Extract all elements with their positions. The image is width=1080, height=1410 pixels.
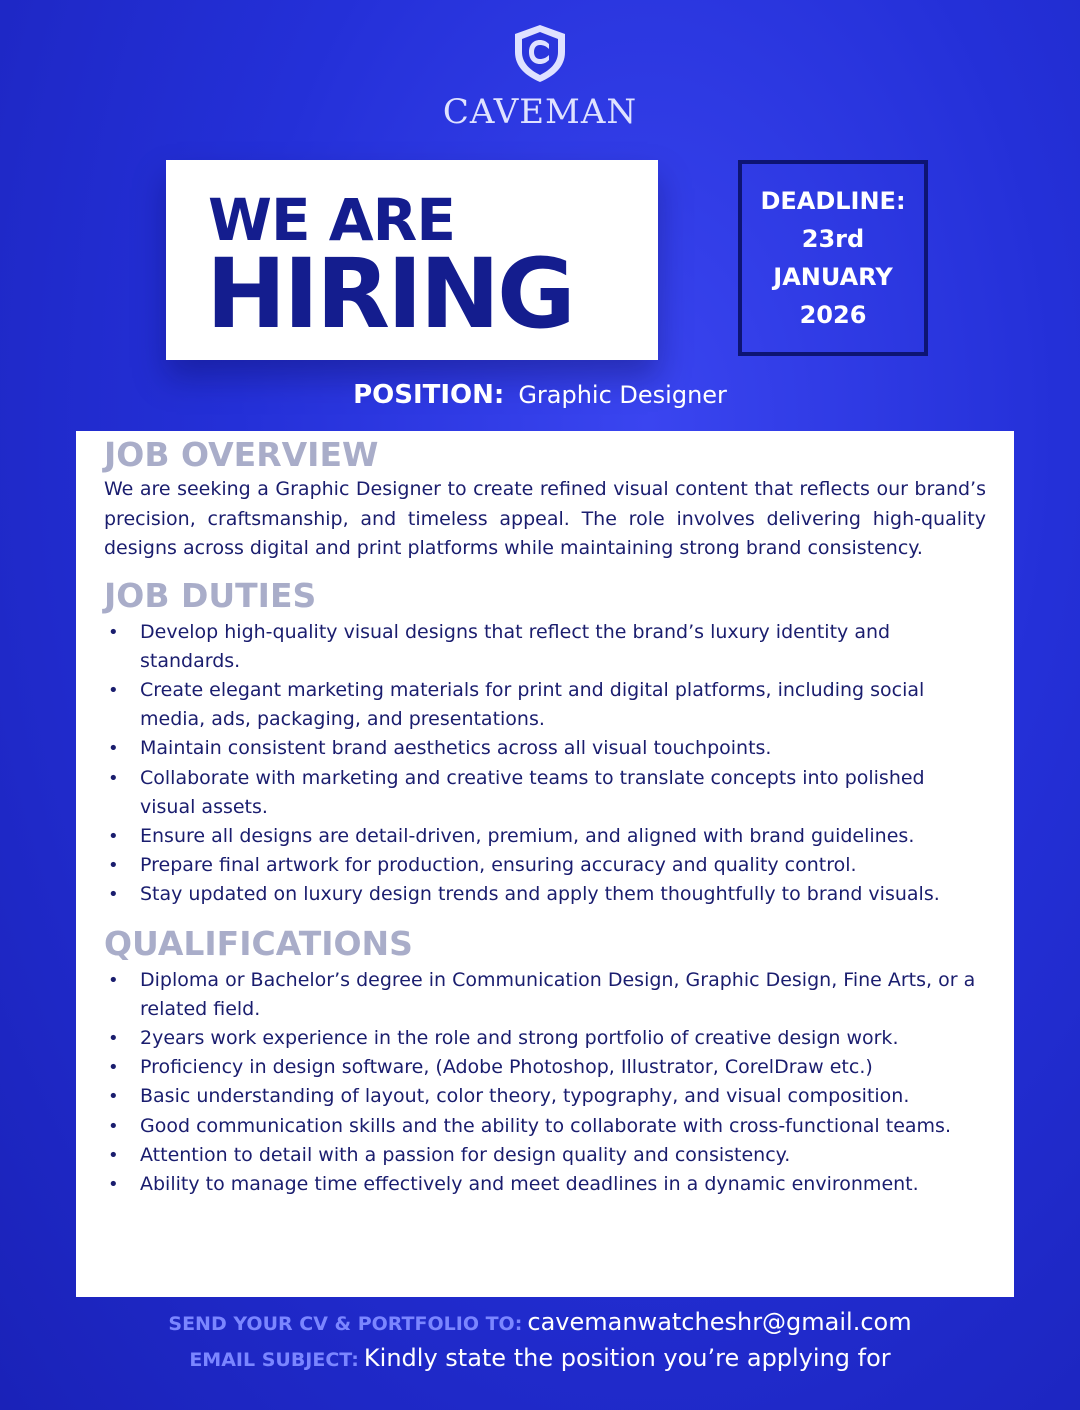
position-value: Graphic Designer (518, 381, 727, 409)
qualification-text: Good communication skills and the ability to collaborate with cross-functional teams. (140, 1114, 951, 1137)
hiring-line-1: WE ARE (208, 186, 455, 254)
bullet-icon: • (108, 969, 119, 991)
hiring-line-2: HIRING (206, 238, 573, 350)
duties-title: JOB DUTIES (104, 575, 317, 615)
list-item (104, 734, 986, 763)
qualification-text: 2years work experience in the role and strong portfolio of creative design work. (140, 1026, 899, 1049)
bullet-icon: • (108, 1057, 119, 1079)
list-item (104, 966, 986, 1024)
email-address[interactable]: cavemanwatcheshr@gmail.com (527, 1308, 912, 1336)
qualification-text: Attention to detail with a passion for design quality and consistency. (140, 1143, 791, 1166)
duty-text: Stay updated on luxury design trends and apply them thoughtfully to brand visuals. (140, 883, 940, 906)
subject-label: EMAIL SUBJECT: (189, 1349, 359, 1371)
list-item (104, 880, 986, 909)
list-item (104, 1112, 986, 1141)
email-subject-line (0, 1344, 1080, 1372)
deadline-month: JANUARY (773, 263, 893, 291)
job-details-panel (76, 431, 1014, 1297)
overview-title: JOB OVERVIEW (104, 435, 379, 474)
overview-text: We are seeking a Graphic Designer to create refined visual content that reflects our brand’s precision, craftsmanship, and timeless appeal. The role involves delivering high-quality designs across digital and print platforms while maintaining strong brand consistency. (104, 478, 986, 559)
bullet-icon: • (108, 855, 119, 877)
duty-text: Create elegant marketing materials for print and digital platforms, including social media, ads, packaging, and presentations. (140, 678, 925, 731)
list-item (104, 618, 986, 676)
bullet-icon: • (108, 767, 119, 789)
bullet-icon: • (108, 1115, 119, 1137)
list-item (104, 764, 986, 822)
position-line (0, 380, 1080, 410)
bullet-icon: • (108, 679, 119, 701)
duty-text: Prepare final artwork for production, ensuring accuracy and quality control. (140, 854, 857, 877)
bullet-icon: • (108, 1144, 119, 1166)
list-item (104, 1082, 986, 1111)
qualification-text: Diploma or Bachelor’s degree in Communication Design, Graphic Design, Fine Arts, or a related field. (140, 968, 976, 1020)
list-item (104, 1024, 986, 1053)
list-item (104, 676, 986, 734)
bullet-icon: • (108, 1173, 119, 1195)
duty-text: Develop high-quality visual designs that reflect the brand’s luxury identity and standards. (140, 620, 891, 672)
list-item (104, 822, 986, 851)
duty-text: Ensure all designs are detail-driven, premium, and aligned with brand guidelines. (140, 824, 915, 847)
list-item (104, 1053, 986, 1082)
duty-text: Collaborate with marketing and creative teams to translate concepts into polished visual assets. (140, 766, 925, 818)
bullet-icon: • (108, 1027, 119, 1049)
qualification-text: Ability to manage time effectively and meet deadlines in a dynamic environment. (140, 1172, 919, 1195)
list-item (104, 851, 986, 880)
duties-list (104, 618, 986, 910)
send-label: SEND YOUR CV & PORTFOLIO TO: (168, 1313, 523, 1335)
qualifications-title: QUALIFICATIONS (104, 923, 413, 963)
list-item (104, 1141, 986, 1170)
bullet-icon: • (108, 1086, 119, 1108)
qualifications-list (104, 966, 986, 1200)
qualification-text: Basic understanding of layout, color theory, typography, and visual composition. (140, 1085, 910, 1108)
brand-logo (0, 22, 1080, 132)
send-cv-line (0, 1308, 1080, 1336)
deadline-year: 2026 (799, 301, 867, 329)
qualification-text: Proficiency in design software, (Adobe Photoshop, Illustrator, CorelDraw etc.) (140, 1056, 873, 1079)
subject-value: Kindly state the position you’re applying for (363, 1344, 891, 1372)
bullet-icon: • (108, 738, 119, 760)
bullet-icon: • (108, 825, 119, 847)
duty-text: Maintain consistent brand aesthetics across all visual touchpoints. (140, 737, 772, 760)
hiring-banner (166, 160, 658, 360)
deadline-box (738, 160, 928, 356)
deadline-day: 23rd (801, 225, 865, 253)
list-item (104, 1170, 986, 1199)
brand-name: CAVEMAN (442, 92, 638, 132)
bullet-icon: • (108, 621, 119, 643)
shield-c-icon (509, 22, 571, 84)
deadline-label: DEADLINE: (760, 187, 906, 215)
bullet-icon: • (108, 884, 119, 906)
position-label: POSITION: (353, 380, 505, 410)
